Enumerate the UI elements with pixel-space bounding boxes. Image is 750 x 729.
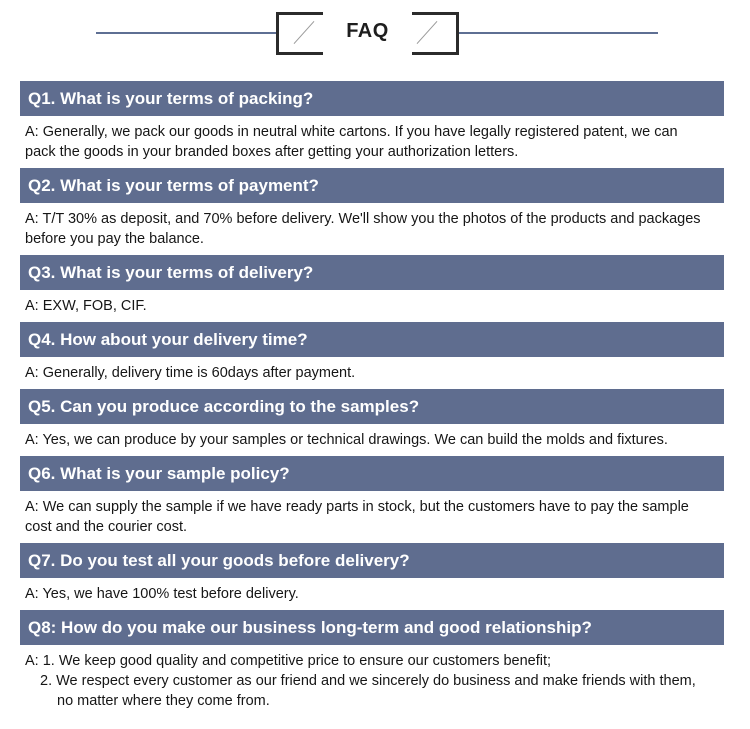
faq-title-badge [276, 12, 459, 55]
faq-item-7 [20, 543, 724, 610]
header-rule-left [96, 32, 278, 34]
faq-item-8 [20, 610, 724, 717]
answer-line: A: We can supply the sample if we have ready parts in stock, but the customers have to pay the sample [25, 499, 689, 515]
answer-line: 2. We respect every customer as our friend and we sincerely do business and make friends with them, [40, 673, 696, 689]
answer-line: A: Generally, we pack our goods in neutral white cartons. If you have legally registered patent, we can [25, 124, 678, 140]
badge-edge [412, 52, 456, 55]
faq-question: Q5. Can you produce according to the samples? [20, 389, 724, 424]
faq-question: Q7. Do you test all your goods before delivery? [20, 543, 724, 578]
faq-question: Q6. What is your sample policy? [20, 456, 724, 491]
faq-question: Q2. What is your terms of payment? [20, 168, 724, 203]
answer-line: pack the goods in your branded boxes after getting your authorization letters. [25, 144, 519, 160]
badge-edge [279, 52, 323, 55]
faq-answer [20, 357, 724, 389]
page-title: FAQ [346, 20, 389, 42]
faq-header [0, 0, 750, 60]
faq-answer [20, 424, 724, 456]
answer-line: no matter where they come from. [57, 693, 270, 709]
badge-edge [412, 12, 456, 15]
faq-answer [20, 645, 724, 717]
answer-line: cost and the courier cost. [25, 519, 187, 535]
answer-line: before you pay the balance. [25, 231, 204, 247]
faq-item-1 [20, 81, 724, 168]
faq-item-6 [20, 456, 724, 543]
answer-line: A: Generally, delivery time is 60days after payment. [25, 365, 356, 381]
faq-answer [20, 290, 724, 322]
answer-line: A: 1. We keep good quality and competitive price to ensure our customers benefit; [25, 653, 552, 669]
answer-line: A: T/T 30% as deposit, and 70% before delivery. We'll show you the photos of the products and packages [25, 211, 701, 227]
faq-item-3 [20, 255, 724, 322]
faq-answer [20, 578, 724, 610]
answer-line: A: Yes, we have 100% test before delivery. [25, 586, 299, 602]
faq-question: Q1. What is your terms of packing? [20, 81, 724, 116]
faq-question: Q4. How about your delivery time? [20, 322, 724, 357]
faq-item-5 [20, 389, 724, 456]
faq-answer [20, 203, 724, 255]
faq-item-4 [20, 322, 724, 389]
faq-item-2 [20, 168, 724, 255]
answer-line: A: Yes, we can produce by your samples or technical drawings. We can build the molds and fixtures. [25, 432, 668, 448]
faq-question: Q8: How do you make our business long-term and good relationship? [20, 610, 724, 645]
header-rule-right [458, 32, 658, 34]
faq-question: Q3. What is your terms of delivery? [20, 255, 724, 290]
faq-list [20, 81, 724, 717]
badge-edge [279, 12, 323, 15]
answer-line: A: EXW, FOB, CIF. [25, 298, 147, 314]
faq-answer [20, 491, 724, 543]
faq-answer [20, 116, 724, 168]
